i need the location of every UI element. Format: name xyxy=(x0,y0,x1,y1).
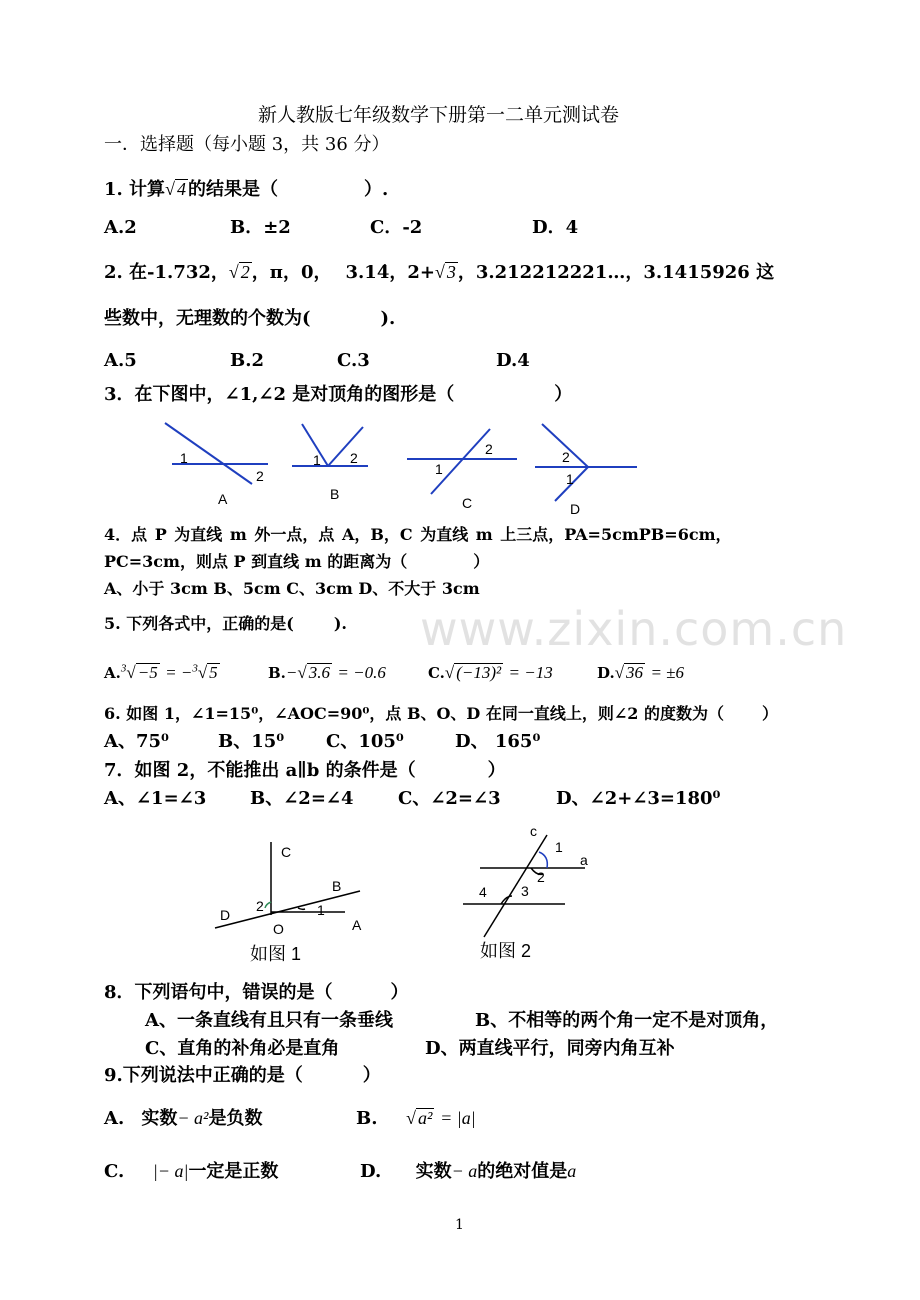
fig1-angle-1 xyxy=(298,908,305,909)
page-title: 新人教版七年级数学下册第一二单元测试卷 xyxy=(258,104,620,126)
fig2-angle-1 xyxy=(539,852,547,868)
fig1-angle-2 xyxy=(265,902,271,908)
q6-option-a: A、75⁰ xyxy=(104,731,169,752)
question-9: 9.下列说法中正确的是（ ） xyxy=(104,1065,381,1086)
q5-option-c: C.√ (−13)² = −13 xyxy=(428,663,553,682)
page-number: 1 xyxy=(455,1217,464,1233)
q8-option-a: A、一条直线有且只有一条垂线 xyxy=(145,1010,393,1031)
q4-options: A、小于 3cm B、5cm C、3cm D、不大于 3cm xyxy=(104,579,480,598)
question-7: 7．如图 2，不能推出 a∥b 的条件是（ ） xyxy=(104,760,506,781)
q3-a-label-2: 2 xyxy=(256,468,264,484)
q7-option-a: A、∠1=∠3 xyxy=(104,788,207,809)
q3-figures xyxy=(150,415,650,520)
fig1-caption: 如图 1 xyxy=(250,944,302,964)
q2-option-b: B.2 xyxy=(230,350,265,371)
fig1-label-2: 2 xyxy=(256,898,264,914)
fig2-label-4: 4 xyxy=(479,884,487,900)
section-heading: 一．选择题（每小题 3，共 36 分） xyxy=(104,134,390,155)
watermark: www.zixin.com.cn xyxy=(420,602,848,656)
q3-c-label-2: 2 xyxy=(485,441,493,457)
q2-option-c: C.3 xyxy=(337,350,370,371)
fig2-label-a: a xyxy=(580,852,588,868)
q6-option-b: B、15⁰ xyxy=(218,731,285,752)
q9-option-c: C. |− a|一定是正数 xyxy=(104,1161,279,1182)
figure-2 xyxy=(455,822,610,972)
q3-a-label-1: 1 xyxy=(180,450,188,466)
q9-option-b: B. √ a² = |a| xyxy=(356,1108,476,1129)
fig1-label-a: A xyxy=(352,917,362,933)
q1-option-d: D．4 xyxy=(532,217,579,238)
fig1-line-bd xyxy=(215,891,360,928)
q5-option-d: D.√ 36 = ±6 xyxy=(597,663,685,682)
fig1-label-o: O xyxy=(273,921,284,937)
q8-option-c: C、直角的补角必是直角 xyxy=(145,1038,340,1059)
q6-option-d: D、 165⁰ xyxy=(455,731,541,752)
question-2-line2: 些数中，无理数的个数为( ). xyxy=(104,308,396,329)
q2-option-a: A.5 xyxy=(104,350,137,371)
q8-option-d: D、两直线平行，同旁内角互补 xyxy=(425,1038,675,1059)
fig2-label-2: 2 xyxy=(537,869,545,885)
q3-b-label-2: 2 xyxy=(350,450,358,466)
q1-option-b: B．±2 xyxy=(230,217,291,238)
fig2-label-c: c xyxy=(530,823,537,839)
q2-option-d: D.4 xyxy=(496,350,530,371)
q3-c-label-1: 1 xyxy=(435,461,443,477)
q1-option-c: C．-2 xyxy=(370,217,423,238)
question-1: 1. 计算√ 4 的结果是（ ）. xyxy=(104,179,389,200)
fig2-label-3: 3 xyxy=(521,883,529,899)
question-3: 3．在下图中，∠1,∠2 是对顶角的图形是（ ） xyxy=(104,384,573,405)
question-4-line2: PC=3cm，则点 P 到直线 m 的距离为（ ） xyxy=(104,552,490,571)
fig2-caption: 如图 2 xyxy=(480,941,532,961)
q3-c-caption: C xyxy=(462,495,473,511)
q3-b-caption: B xyxy=(330,486,340,502)
q8-option-b: B、不相等的两个角一定不是对顶角， xyxy=(475,1010,779,1031)
q7-option-d: D、∠2+∠3=180⁰ xyxy=(556,788,721,809)
q9-option-a: A. 实数− a²是负数 xyxy=(104,1108,263,1129)
q3-d-caption: D xyxy=(570,501,581,517)
q6-option-c: C、105⁰ xyxy=(326,731,404,752)
q3-a-line-diag xyxy=(165,423,252,484)
q3-d-label-1: 1 xyxy=(566,471,574,487)
fig2-line-c xyxy=(484,835,547,937)
q9-option-d: D. 实数− a的绝对值是a xyxy=(360,1161,577,1182)
q3-a-caption: A xyxy=(218,491,228,507)
question-4: 4．点 P 为直线 m 外一点，点 A，B，C 为直线 m 上三点，PA=5cmPB=6cm， xyxy=(104,525,732,544)
question-5: 5. 下列各式中，正确的是( ). xyxy=(104,614,347,633)
q5-option-b: B.−√ 3.6 = −0.6 xyxy=(268,663,386,682)
fig1-label-d: D xyxy=(220,907,231,923)
figure-1 xyxy=(205,835,385,970)
fig2-label-1: 1 xyxy=(555,839,563,855)
q7-option-c: C、∠2=∠3 xyxy=(398,788,501,809)
question-6: 6. 如图 1，∠1=15⁰，∠AOC=90⁰，点 B、O、D 在同一直线上，则∠2 的度数为（ ） xyxy=(104,704,778,723)
q5-option-a: A.$^3$√ −5 = −$^3$√ 5 xyxy=(104,662,218,682)
q7-option-b: B、∠2=∠4 xyxy=(250,788,354,809)
fig1-label-b: B xyxy=(332,878,342,894)
q3-b-label-1: 1 xyxy=(313,452,321,468)
question-2: 2. 在-1.732，√ 2 ，π，0， 3.14̇，2+√ 3 ，3.212212221…，3.1415926 这 xyxy=(104,262,775,283)
fig1-label-c: C xyxy=(281,844,292,860)
question-8: 8．下列语句中，错误的是（ ） xyxy=(104,982,409,1003)
q1-option-a: A.2 xyxy=(104,217,137,238)
q3-d-label-2: 2 xyxy=(562,449,570,465)
fig1-label-1: 1 xyxy=(317,902,325,918)
